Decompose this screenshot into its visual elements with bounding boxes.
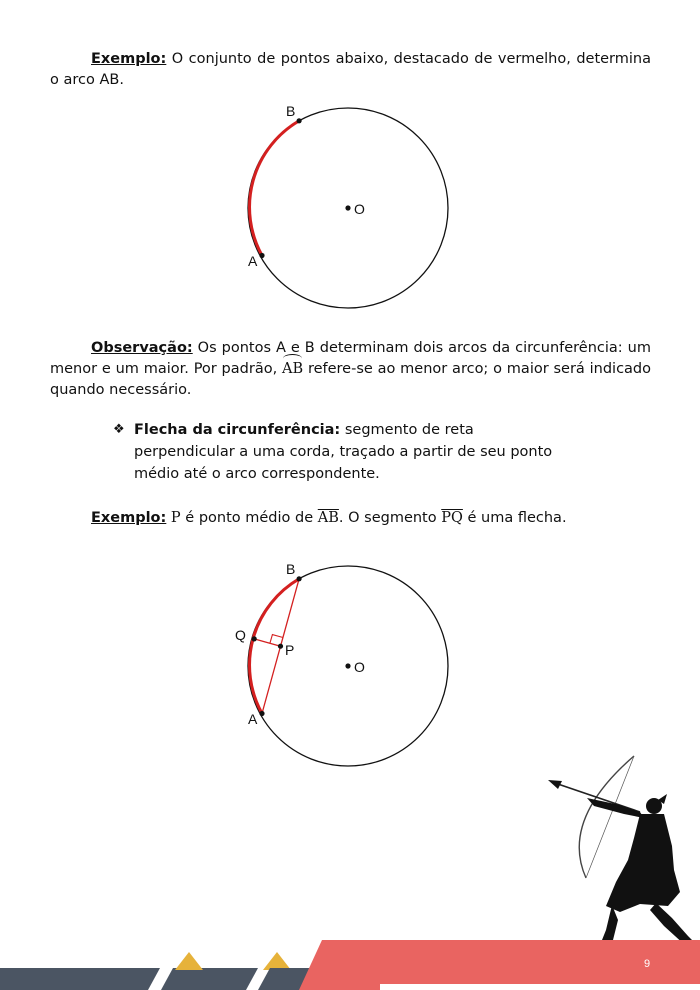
example-2-text-1: é ponto médio de — [180, 510, 318, 526]
footer-decoration — [0, 940, 700, 990]
label-a-1: A — [248, 253, 258, 269]
label-q: Q — [235, 627, 246, 643]
point-b-2 — [297, 576, 302, 581]
arc-ab-symbol: AB — [282, 359, 303, 380]
point-q — [252, 636, 257, 641]
example-2-label: Exemplo: — [91, 510, 167, 526]
center-o-2 — [345, 663, 350, 668]
archer-silhouette-icon — [548, 756, 696, 946]
label-p: P — [285, 642, 295, 658]
definition-bullet — [113, 419, 553, 485]
definition-title: Flecha da circunferência: — [134, 422, 341, 438]
page-number: 9 — [643, 958, 651, 970]
example-2-paragraph — [50, 508, 651, 529]
segment-pq — [254, 639, 280, 646]
point-p-text: P — [170, 510, 181, 526]
point-p — [278, 644, 283, 649]
example-1-text: O conjunto de pontos abaixo, destacado de vermelho, determina o arco AB. — [50, 51, 651, 88]
label-o-1: O — [354, 201, 365, 217]
label-b-1: B — [286, 103, 296, 119]
point-a-2 — [259, 711, 264, 716]
label-b-2: B — [286, 561, 296, 577]
example-2-text-3: é uma flecha. — [462, 510, 567, 526]
segment-pq-text: $\overline{PQ}$ — [441, 510, 463, 526]
example-2-text-2: . O segmento — [338, 510, 442, 526]
definition-text: segmento de reta perpendicular a uma corda, traçado a partir de seu ponto médio até o arco correspondente. — [134, 422, 553, 482]
diamond-bullet-icon: ❖ — [113, 422, 125, 437]
observation-text-2: refere-se ao menor arco; o maior será indicado quando necessário. — [50, 361, 652, 398]
observation-text-1: Os pontos A e B determinam dois arcos da circunferência: um menor e um maior. Por padrão, — [50, 340, 651, 377]
segment-ab-text: $\overline{AB}$ — [317, 510, 339, 526]
center-o-1 — [345, 205, 350, 210]
point-a-1 — [259, 253, 264, 258]
label-a-2: A — [248, 711, 258, 727]
observation-label: Observação: — [91, 340, 193, 356]
example-1-label: Exemplo: — [91, 51, 167, 67]
label-o-2: O — [354, 659, 365, 675]
point-b-1 — [297, 118, 302, 123]
arc-ab-1 — [250, 121, 300, 256]
observation-paragraph — [50, 338, 651, 401]
